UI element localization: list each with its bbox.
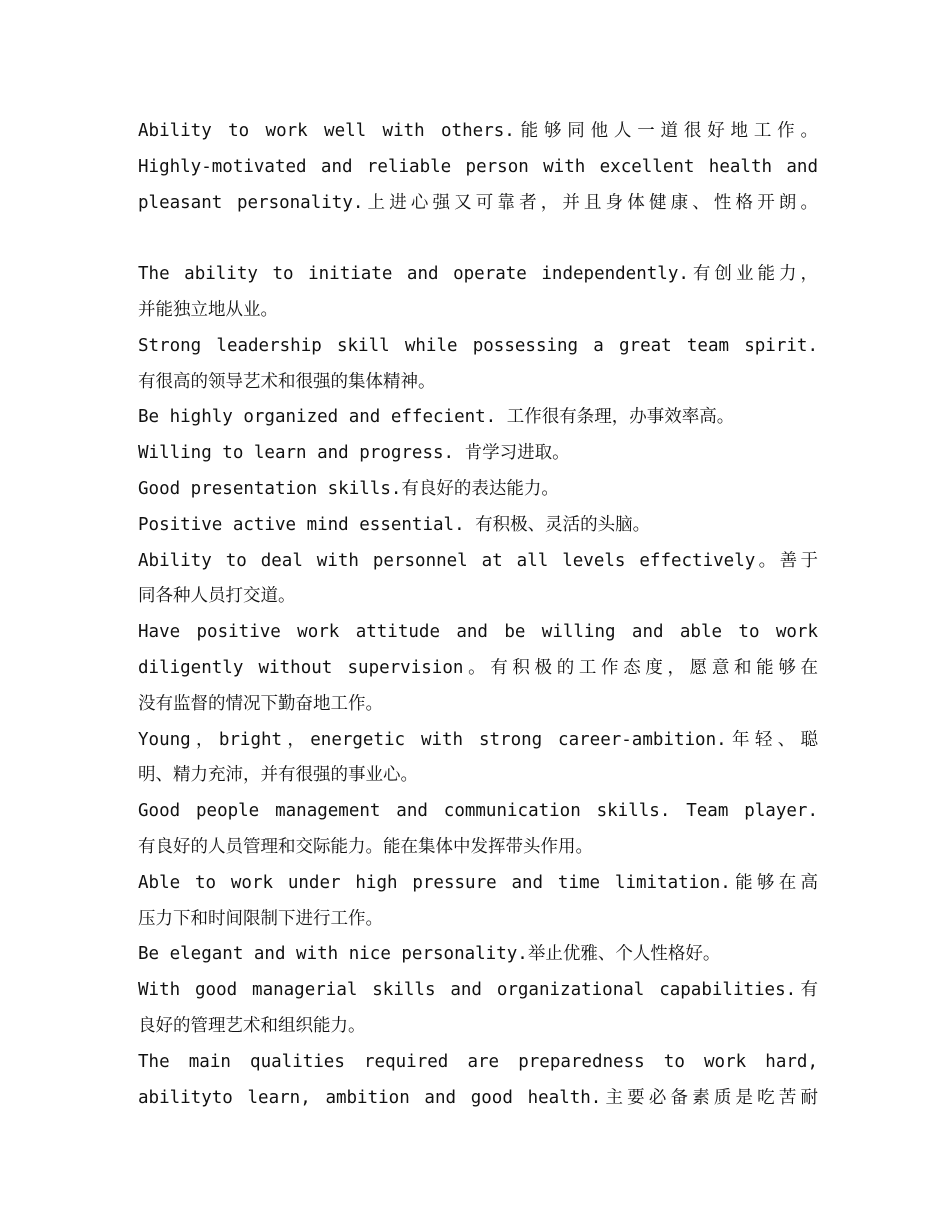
text-line: Good presentation skills.有良好的表达能力。: [138, 478, 559, 499]
text-line: 良好的管理艺术和组织能力。: [138, 1015, 366, 1036]
text-line: Highly-motivated and reliable person with excellent health and: [138, 156, 818, 177]
text-line: Good people management and communication skills. Team player.: [138, 801, 818, 822]
text-line: Ability to work well with others.能够同他人一道很好地工作。: [138, 121, 818, 141]
text-line: pleasant personality.上进心强又可靠者，并且身体健康、性格开朗。: [138, 192, 818, 213]
text-line: 有良好的人员管理和交际能力。能在集体中发挥带头作用。: [138, 836, 593, 857]
text-line: Willing to learn and progress. 肯学习进取。: [138, 443, 570, 464]
text-line: With good managerial skills and organizational capabilities.有: [138, 980, 818, 1001]
text-line: Young，bright，energetic with strong career-ambition.年轻、聪: [138, 729, 818, 750]
blank-line: [138, 221, 818, 257]
text-line: Be elegant and with nice personality.举止优雅、个人性格好。: [138, 944, 721, 965]
text-line: The ability to initiate and operate independently.有创业能力，: [138, 264, 818, 285]
text-line: Have positive work attitude and be willing and able to work: [138, 622, 818, 643]
text-line: 有很高的领导艺术和很强的集体精神。: [138, 371, 436, 392]
text-line: 同各种人员打交道。: [138, 586, 296, 607]
text-line: 明、精力充沛，并有很强的事业心。: [138, 765, 418, 786]
text-line: Positive active mind essential. 有积极、灵活的头脑。: [138, 514, 651, 535]
text-line: 压力下和时间限制下进行工作。: [138, 908, 383, 929]
text-line: diligently without supervision。有积极的工作态度，愿意和能够在: [138, 657, 818, 678]
text-line: Strong leadership skill while possessing a great team spirit.: [138, 335, 818, 356]
text-line: abilityto learn, ambition and good health.主要必备素质是吃苦耐: [138, 1087, 818, 1108]
text-line: 并能独立地从业。: [138, 299, 278, 320]
document-body: [138, 114, 818, 1116]
text-line: Be highly organized and effecient. 工作很有条理，办事效率高。: [138, 407, 735, 428]
text-line: 没有监督的情况下勤奋地工作。: [138, 693, 383, 714]
text-line: Able to work under high pressure and time limitation.能够在高: [138, 872, 818, 893]
text-line: Ability to deal with personnel at all levels effectively。善于: [138, 550, 818, 571]
text-line: The main qualities required are preparedness to work hard,: [138, 1051, 818, 1072]
